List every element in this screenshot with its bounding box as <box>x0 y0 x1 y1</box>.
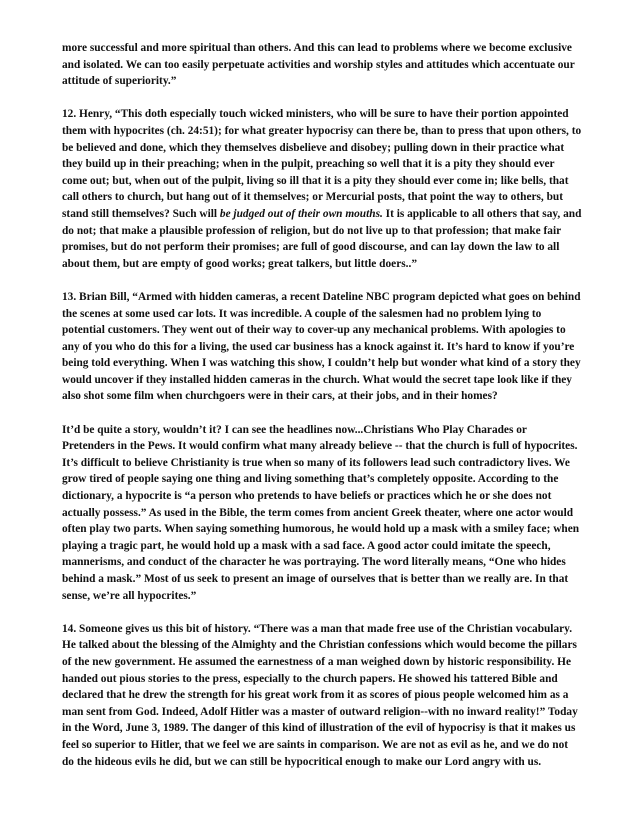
paragraph-13-brian-bill <box>62 289 582 405</box>
italic-phrase: be judged out of their own mouths. <box>219 207 383 220</box>
paragraph-text: 13. Brian Bill, “Armed with hidden cameras, a recent Dateline NBC program depicted what goes on behind the scenes at some used car lots. It was incredible. A couple of the salesmen had no problem lying to potential customers. They went out of their way to cover-up any mechanical problems. With apologies to any of you who do this for a living, the used car business has a knock against it. It’s hard to know if you’re being told everything. When I was watching this show, I couldn’t help but wonder what kind of a story they would uncover if they installed hidden cameras in the church. What would the secret tape look like if they also shot some film when churchgoers were in their cars, at their jobs, and in their homes? <box>62 290 581 403</box>
paragraph-12-henry <box>62 106 582 272</box>
paragraph-text: It is applicable to all others that say, and do not; that make a plausible profession of religion, but do not live up to that profession; that make fair promises, but do not perform their promises; are full of good discourse, and can lay down the law to all about them, but are empty of good works; great talkers, but little doers..” <box>62 207 582 270</box>
paragraph-text: more successful and more spiritual than others. And this can lead to problems where we become exclusive and isolated. We can too easily perpetuate activities and worship styles and attitudes which accentuate our attitude of superiority.” <box>62 42 575 88</box>
paragraph-text: 12. Henry, “This doth especially touch wicked ministers, who will be sure to have their portion appointed them with hypocrites (ch. 24:51); for what greater hypocrisy can there be, than to press that upon others, to be believed and done, which they themselves disbelieve and disobey; pulling down in their practice what they build up in their preaching; when in the pulpit, preaching so well that it is a pity they should ever come out; but, when out of the pulpit, living so ill that it is a pity they should ever come in; like bells, that call others to church, but hang out of it themselves; or Mercurial posts, that point the way to others, but stand still themselves? Such will <box>62 108 582 220</box>
paragraph-text: 14. Someone gives us this bit of history. “There was a man that made free use of the Christian vocabulary. He talked about the blessing of the Almighty and the Christian confessions which would become the pillars of the new government. He assumed the earnestness of a man weighed down by historic responsibility. He handed out pious stories to the press, especially to the church papers. He showed his tattered Bible and declared that he drew the strength for his great work from it as scores of pious people welcomed him as a man sent from God. Indeed, Adolf Hitler was a master of outward religion--with no inward reality!” Today in the Word, June 3, 1989. The danger of this kind of illustration of the evil of hypocrisy is that it makes us feel so superior to Hitler, that we feel we are saints in comparison. We are not as evil as he, and we do not do the hideous evils he did, but we can still be hypocritical enough to make our Lord angry with us. <box>62 622 578 768</box>
paragraph-text: It’d be quite a story, wouldn’t it? I can see the headlines now...Christians Who Play Charades or Pretenders in the Pews. It would confirm what many already believe -- that the church is full of hypocrites. It’s difficult to believe Christianity is true when so many of its followers lead such contradictory lives. We grow tired of people saying one thing and living something that’s completely opposite. According to the dictionary, a hypocrite is “a person who pretends to have beliefs or practices which he or she does not actually possess.” As used in the Bible, the term comes from ancient Greek theater, where one actor would often play two parts. When saying something humorous, he would hold up a mask with a smiley face; when playing a tragic part, he would hold up a mask with a sad face. A good actor could imitate the speech, mannerisms, and conduct of the character he was portraying. The word literally means, “One who hides behind a mask.” Most of us seek to present an image of ourselves that is better than we really are. In that sense, we’re all hypocrites.” <box>62 423 580 602</box>
paragraph-14-history <box>62 621 582 770</box>
paragraph-13-continued <box>62 422 582 605</box>
paragraph-continuation <box>62 40 582 90</box>
document-page <box>62 40 582 770</box>
